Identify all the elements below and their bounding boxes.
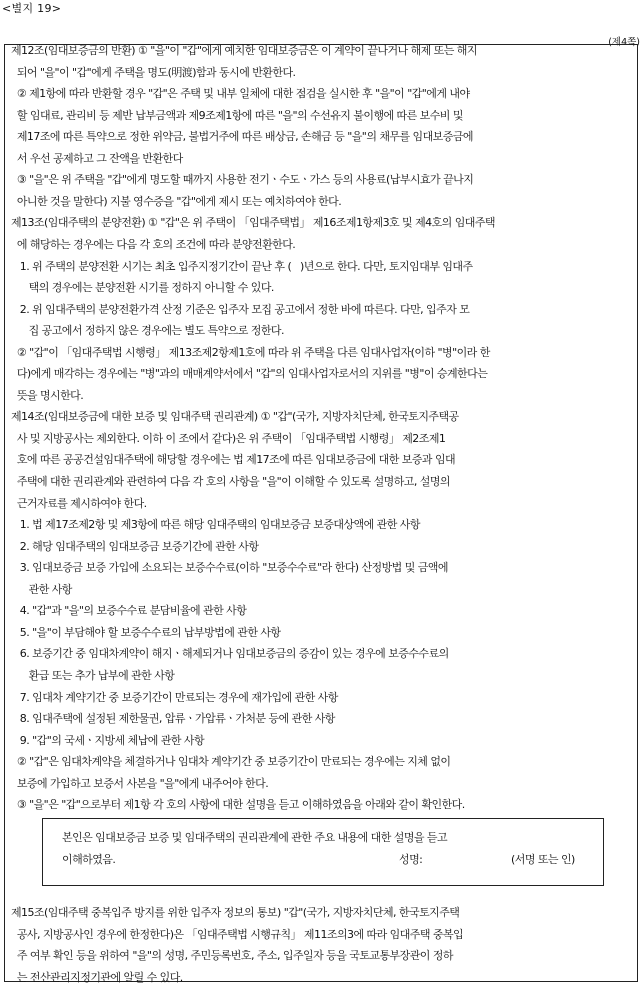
- contract-line: 제12조(임대보증금의 반환) ① "을"이 "갑"에게 예치한 임대보증금은 이 계약이 끝나거나 해제 또는 해지: [8, 44, 477, 57]
- page-number: (제4쪽): [608, 37, 640, 48]
- contract-line: ② 제1항에 따라 반환할 경우 "갑"은 주택 및 내부 일체에 대한 점검을 실시한 후 "을"이 "갑"에게 내야: [8, 87, 470, 101]
- contract-line: 제14조(임대보증금에 대한 보증 및 임대주택 권리관계) ① "갑"(국가, 지방자치단체, 한국토지주택공: [8, 410, 459, 424]
- article-15-line: 주 여부 확인 등을 위하여 "을"의 성명, 주민등록번호, 주소, 입주일자 등을 국토교통부장관이 정하: [8, 949, 453, 963]
- contract-line: 2. 해당 임대주택의 임대보증금 보증기간에 관한 사항: [8, 539, 259, 553]
- contract-line: 5. "을"이 부담해야 할 보증수수료의 납부방법에 관한 사항: [8, 625, 281, 639]
- contract-line: 2. 위 임대주택의 분양전환가격 산정 기준은 입주자 모집 공고에서 정한 바에 따른다. 다만, 입주자 모: [8, 302, 470, 316]
- contract-line: ② "갑"이 「임대주택법 시행령」 제13조제2항제1호에 따라 위 주택을 다른 임대사업자(이하 "병"이라 한: [8, 345, 490, 359]
- contract-line: 6. 보증기간 중 임대차계약이 해지ㆍ해제되거나 임대보증금의 증감이 있는 경우에 보증수수료의: [8, 647, 449, 661]
- contract-line: 8. 임대주택에 설정된 제한물권, 압류ㆍ가압류ㆍ가처분 등에 관한 사항: [8, 712, 335, 726]
- contract-line: 집 공고에서 정하지 않은 경우에는 별도 특약으로 정한다.: [8, 324, 284, 338]
- signature-note: (서명 또는 인): [511, 853, 575, 866]
- contract-line: 다)에게 매각하는 경우에는 "병"과의 매매계약서에서 "갑"의 임대사업자로서의 지위를 "병"이 승계한다는: [8, 367, 488, 381]
- contract-line: 1. 법 제17조제2항 및 제3항에 따른 해당 임대주택의 임대보증금 보증대상액에 관한 사항: [8, 518, 420, 532]
- contract-line: 택의 경우에는 분양전환 시기를 정하지 아니할 수 있다.: [8, 281, 274, 295]
- confirmation-text-cont: 이해하였음.: [62, 853, 116, 866]
- contract-line: 7. 임대차 계약기간 중 보증기간이 만료되는 경우에 재가입에 관한 사항: [8, 690, 338, 704]
- confirmation-box: [42, 818, 604, 886]
- article-15-line: 공사, 지방공사인 경우에 한정한다)은 「임대주택법 시행규칙」 제11조의3에 따라 임대주택 중복입: [8, 927, 464, 941]
- contract-line: 관한 사항: [8, 582, 72, 596]
- signature-label: 성명:: [399, 853, 423, 866]
- contract-line: 뜻을 명시한다.: [8, 388, 84, 402]
- contract-line: 환급 또는 추가 납부에 관한 사항: [8, 668, 175, 682]
- article-15-line: 제15조(임대주택 중복입주 방지를 위한 입주자 정보의 통보) "갑"(국가, 지방자치단체, 한국토지주택: [8, 906, 460, 919]
- contract-line: 제13조(임대주택의 분양전환) ① "갑"은 위 주택이 「임대주택법」 제16조제1항제3호 및 제4호의 임대주택: [8, 216, 495, 230]
- contract-line: 아니한 것을 말한다) 지불 영수증을 "갑"에게 제시 또는 예치하여야 한다.: [8, 194, 342, 208]
- contract-line: 1. 위 주택의 분양전환 시기는 최초 입주지정기간이 끝난 후 ( )년으로 한다. 다만, 토지임대부 임대주: [8, 259, 473, 273]
- contract-line: 되어 "을"이 "갑"에게 주택을 명도(明渡)함과 동시에 반환한다.: [8, 65, 296, 79]
- contract-line: ③ "을"은 "갑"으로부터 제1항 각 호의 사항에 대한 설명을 듣고 이해하였음을 아래와 같이 확인한다.: [8, 798, 465, 812]
- contract-line: 제17조에 따른 특약으로 정한 위약금, 불법거주에 따른 배상금, 손해금 등 "을"의 채무를 임대보증금에: [8, 130, 473, 144]
- contract-line: 에 해당하는 경우에는 다음 각 호의 조건에 따라 분양전환한다.: [8, 237, 296, 251]
- contract-line: 4. "갑"과 "을"의 보증수수료 분담비율에 관한 사항: [8, 604, 247, 618]
- contract-line: 서 우선 공제하고 그 잔액을 반환한다: [8, 151, 183, 165]
- contract-line: 할 임대료, 관리비 등 제반 납부금액과 제9조제1항에 따른 "을"의 수선유지 불이행에 따른 보수비 및: [8, 108, 463, 122]
- contract-line: ③ "을"은 위 주택을 "갑"에게 명도할 때까지 사용한 전기ㆍ수도ㆍ가스 등의 사용료(납부시효가 끝나지: [8, 173, 474, 187]
- article-15-line: 는 전산관리지정기관에 알릴 수 있다.: [8, 970, 183, 984]
- contract-line: 근거자료를 제시하여야 한다.: [8, 496, 147, 510]
- form-number-label: <별지 19>: [2, 2, 62, 15]
- confirmation-text: 본인은 임대보증금 보증 및 임대주택의 권리관계에 관한 주요 내용에 대한 설명을 듣고: [62, 831, 448, 844]
- contract-line: 사 및 지방공사는 제외한다. 이하 이 조에서 같다)은 위 주택이 「임대주택법 시행령」 제2조제1: [8, 431, 446, 445]
- contract-line: 호에 따른 공공건설임대주택에 해당할 경우에는 법 제17조에 따른 임대보증금에 대한 보증과 임대: [8, 453, 456, 467]
- contract-line: ② "갑"은 임대차계약을 체결하거나 임대차 계약기간 중 보증기간이 만료되는 경우에는 지체 없이: [8, 755, 451, 769]
- contract-line: 보증에 가입하고 보증서 사본을 "을"에게 내주어야 한다.: [8, 776, 269, 790]
- contract-line: 9. "갑"의 국세ㆍ지방세 체납에 관한 사항: [8, 733, 205, 747]
- contract-line: 주택에 대한 권리관계와 관련하여 다음 각 호의 사항을 "을"이 이해할 수 있도록 설명하고, 설명의: [8, 475, 450, 488]
- contract-line: 3. 임대보증금 보증 가입에 소요되는 보증수수료(이하 "보증수수료"라 한다) 산정방법 및 금액에: [8, 561, 448, 575]
